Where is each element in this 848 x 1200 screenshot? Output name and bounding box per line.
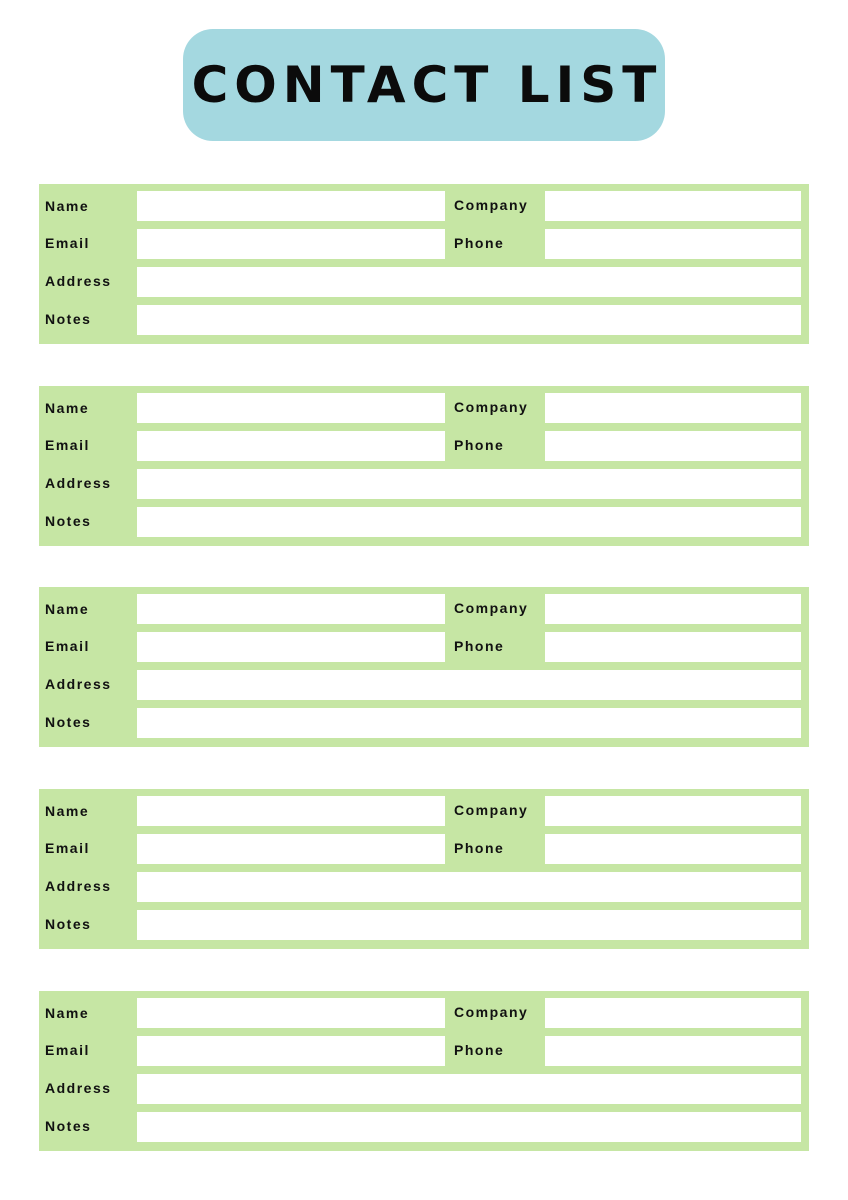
contact-card: [39, 587, 809, 747]
notes-label: Notes: [45, 714, 92, 730]
company-label: Company: [454, 399, 529, 415]
name-field[interactable]: [137, 796, 445, 826]
address-label: Address: [45, 676, 112, 692]
name-field[interactable]: [137, 594, 445, 624]
phone-label: Phone: [454, 235, 505, 251]
company-field[interactable]: [545, 796, 801, 826]
email-label: Email: [45, 638, 90, 654]
company-label: Company: [454, 197, 529, 213]
address-field[interactable]: [137, 1074, 801, 1104]
email-field[interactable]: [137, 229, 445, 259]
notes-field[interactable]: [137, 1112, 801, 1142]
page-title: CONTACT LIST: [191, 56, 663, 114]
name-label: Name: [45, 400, 90, 416]
email-label: Email: [45, 437, 90, 453]
phone-field[interactable]: [545, 229, 801, 259]
address-label: Address: [45, 1080, 112, 1096]
notes-field[interactable]: [137, 910, 801, 940]
notes-field[interactable]: [137, 305, 801, 335]
company-field[interactable]: [545, 191, 801, 221]
contact-card: [39, 184, 809, 344]
name-field[interactable]: [137, 393, 445, 423]
name-field[interactable]: [137, 191, 445, 221]
email-label: Email: [45, 235, 90, 251]
address-field[interactable]: [137, 670, 801, 700]
email-label: Email: [45, 840, 90, 856]
address-label: Address: [45, 878, 112, 894]
name-label: Name: [45, 1005, 90, 1021]
name-label: Name: [45, 601, 90, 617]
notes-field[interactable]: [137, 708, 801, 738]
name-label: Name: [45, 198, 90, 214]
address-label: Address: [45, 273, 112, 289]
address-label: Address: [45, 475, 112, 491]
notes-label: Notes: [45, 311, 92, 327]
address-field[interactable]: [137, 267, 801, 297]
company-label: Company: [454, 1004, 529, 1020]
company-label: Company: [454, 802, 529, 818]
phone-label: Phone: [454, 840, 505, 856]
email-label: Email: [45, 1042, 90, 1058]
company-field[interactable]: [545, 998, 801, 1028]
title-banner: [183, 29, 665, 141]
name-label: Name: [45, 803, 90, 819]
phone-field[interactable]: [545, 834, 801, 864]
contact-card: [39, 991, 809, 1151]
email-field[interactable]: [137, 431, 445, 461]
contact-card: [39, 789, 809, 949]
name-field[interactable]: [137, 998, 445, 1028]
notes-label: Notes: [45, 513, 92, 529]
phone-field[interactable]: [545, 1036, 801, 1066]
email-field[interactable]: [137, 1036, 445, 1066]
company-field[interactable]: [545, 594, 801, 624]
phone-field[interactable]: [545, 632, 801, 662]
phone-label: Phone: [454, 638, 505, 654]
phone-label: Phone: [454, 437, 505, 453]
phone-label: Phone: [454, 1042, 505, 1058]
address-field[interactable]: [137, 469, 801, 499]
notes-label: Notes: [45, 916, 92, 932]
notes-field[interactable]: [137, 507, 801, 537]
email-field[interactable]: [137, 632, 445, 662]
email-field[interactable]: [137, 834, 445, 864]
address-field[interactable]: [137, 872, 801, 902]
phone-field[interactable]: [545, 431, 801, 461]
contact-card: [39, 386, 809, 546]
company-label: Company: [454, 600, 529, 616]
company-field[interactable]: [545, 393, 801, 423]
notes-label: Notes: [45, 1118, 92, 1134]
